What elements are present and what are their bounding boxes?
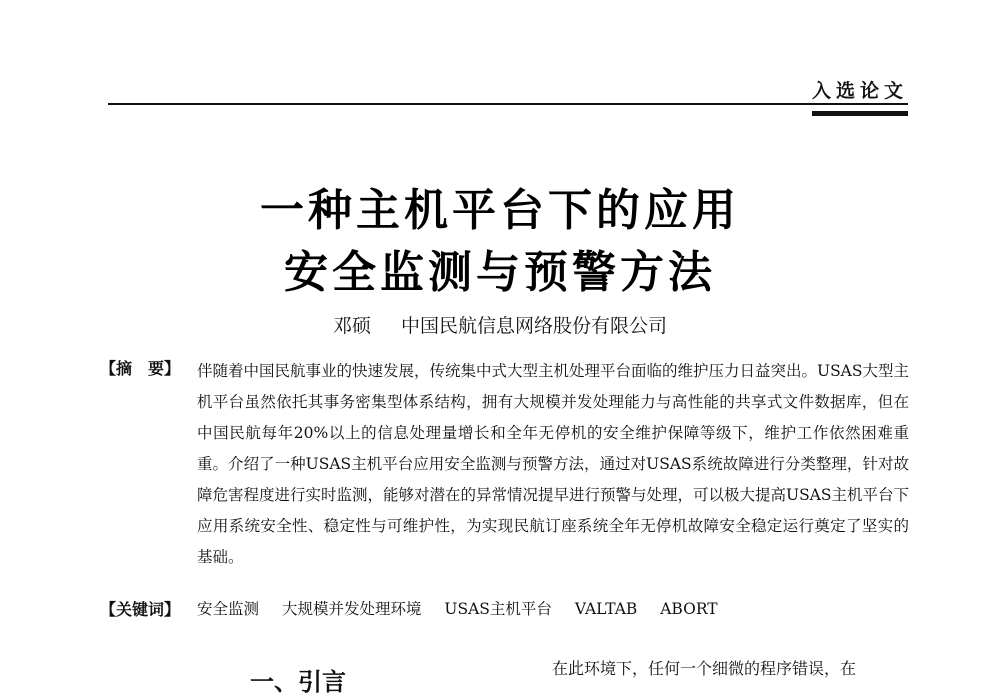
keyword: 大规模并发处理环境 — [281, 600, 422, 618]
keyword: ABORT — [660, 600, 718, 618]
author-affiliation: 中国民航信息网络股份有限公司 — [401, 315, 668, 337]
body-text-line: 在此环境下，任何一个细微的程序错误，在 — [552, 659, 857, 678]
section-heading-intro: 一、引言 — [250, 668, 346, 696]
keywords-label: 【关键词】 — [100, 600, 181, 619]
keyword: USAS主机平台 — [444, 600, 552, 618]
keyword: 安全监测 — [197, 600, 260, 618]
keywords-list — [197, 597, 736, 619]
author-name: 邓硕 — [332, 315, 371, 337]
abstract-text: 伴随着中国民航事业的快速发展，传统集中式大型主机处理平台面临的维护压力日益突出。USAS大型主机平台虽然依托其事务密集型体系结构，拥有大规模并发处理能力与高性能的共享式文件数据库，但在中国民航每年20%以上的信息处理量增长和全年无停机的安全维护保障等级下，维护工作依然困难重重。介绍了一种USAS主机平台应用安全监测与预警方法，通过对USAS系统故障进行分类整理，针对故障危害程度进行实时监测，能够对潜在的异常情况提早进行预警与处理，可以极大提高USAS主机平台下应用系统安全性、稳定性与可维护性，为实现民航订座系统全年无停机故障安全稳定运行奠定了坚实的基础。 — [197, 362, 909, 566]
abstract-label: 【摘 要】 — [100, 359, 181, 378]
header-rule — [108, 103, 908, 105]
title-line-2: 安全监测与预警方法 — [284, 247, 716, 298]
title-line-1: 一种主机平台下的应用 — [260, 185, 740, 236]
section-tag: 入选论文 — [812, 80, 909, 102]
byline — [0, 311, 1000, 338]
keyword: VALTAB — [574, 600, 638, 618]
section-tag-underline — [812, 111, 908, 116]
